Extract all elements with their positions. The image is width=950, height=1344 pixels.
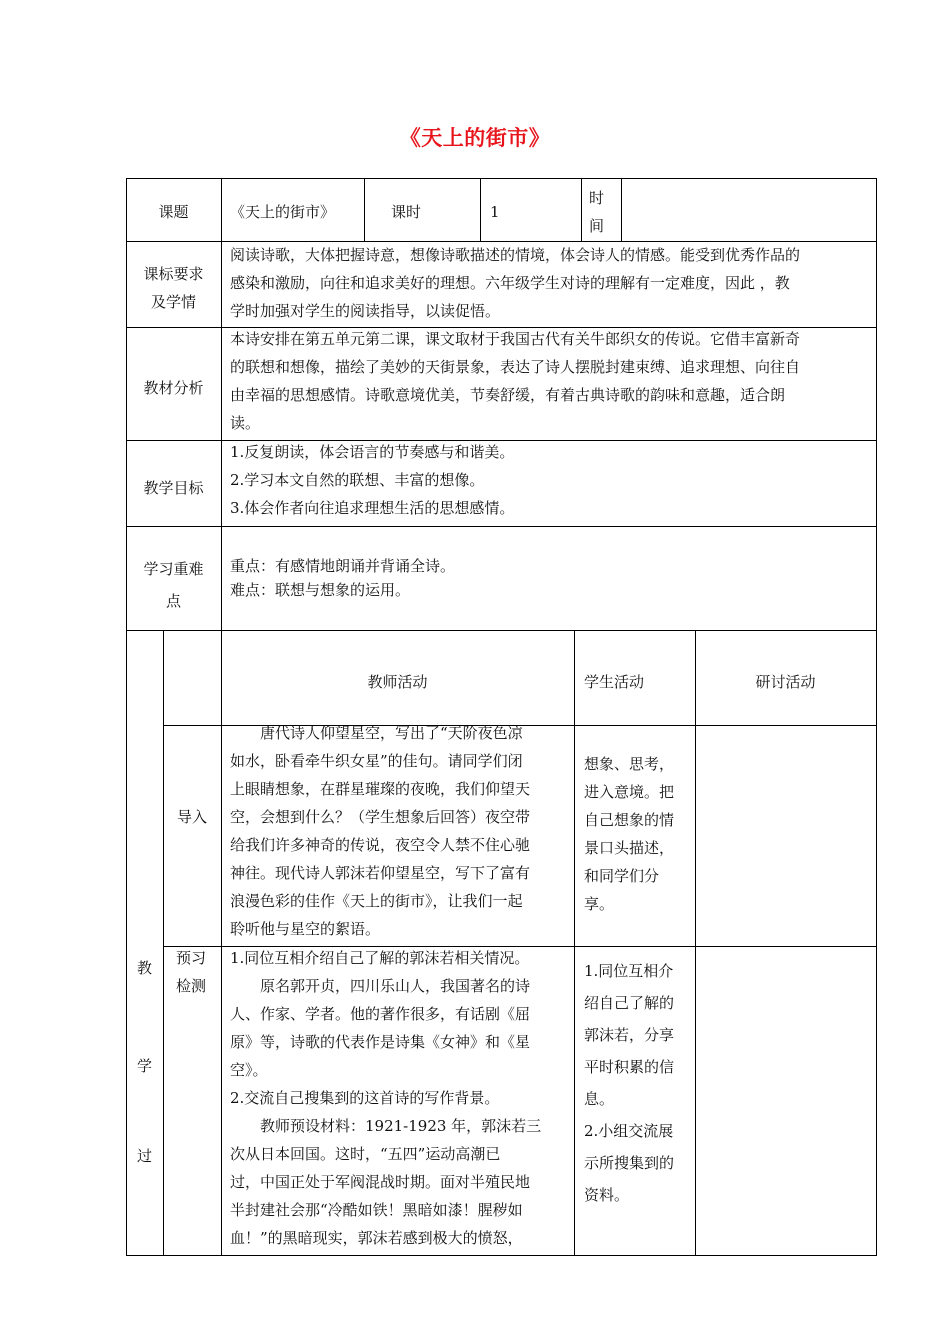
material-text: 本诗安排在第五单元第二课，课文取材于我国古代有关牛郎织女的传说。它借丰富新奇 的联想和想像，描绘了美妙的天街景象，表达了诗人摆脱封建束缚、追求理想、向往自 由幸福的思想感情。诗歌意境优美，节奏舒缓，有着古典诗歌的韵味和意趣，适合朗 读。 bbox=[230, 330, 801, 432]
goals-label: 教学目标 bbox=[143, 479, 204, 497]
intro-student-text: 想象、思考， 进入意境。把 自己想象的情 景口头描述， 和同学们分 享。 bbox=[584, 755, 675, 913]
preview-teacher-text: 1.同位互相介绍自己了解的郭沫若相关情况。 原名郭开贞，四川乐山人，我国著名的诗 人、作家、学者。他的著作很多，有话剧《屈 原》等，诗歌的代表作是诗集《女神》和《星 空》。 2.交流自己搜集到的这首诗的写作背景。 教师预设材料：1921-1923 年，郭沫若三 次从日本回国。这时，“五四”运动高潮已 过，中国正处于军阀混战时期。面对半殖民地 半封建社会那“冷酷如铁！黑暗如漆！腥秽如 血！”的黑暗现实，郭沫若感到极大的愤怒， bbox=[230, 949, 542, 1247]
topic-label: 课题 bbox=[158, 203, 189, 221]
teacher-activity-header: 教师活动 bbox=[367, 673, 428, 691]
goals-list bbox=[230, 438, 875, 522]
goal-item: 1.反复朗读，体会语言的节奏感与和谐美。 bbox=[230, 443, 515, 461]
period-value: 1 bbox=[490, 203, 500, 221]
focus-point: 重点：有感情地朗诵并背诵全诗。 bbox=[230, 557, 456, 575]
key-points-label: 学习重难 点 bbox=[143, 560, 204, 610]
stage-preview-label: 预习 检测 bbox=[176, 949, 207, 995]
stage-intro-label: 导入 bbox=[176, 808, 207, 826]
material-label: 教材分析 bbox=[143, 379, 204, 397]
document-title: 《天上的街市》 bbox=[399, 126, 551, 150]
period-label: 课时 bbox=[391, 203, 422, 221]
key-points-text bbox=[230, 554, 875, 602]
intro-teacher-text: 唐代诗人仰望星空，写出了“天阶夜色凉 如水，卧看牵牛织女星”的佳句。请同学们闭 上眼睛想象，在群星璀璨的夜晚，我们仰望天 空，会想到什么？（学生想象后回答）夜空带 给我们许多神奇的传说，夜空令人禁不住心驰 神往。现代诗人郭沫若仰望星空，写下了富有 浪漫色彩的佳作《天上的街市》，让我们一起 聆听他与星空的絮语。 bbox=[230, 724, 531, 938]
time-label: 时 间 bbox=[589, 189, 605, 235]
topic-value: 《天上的街市》 bbox=[230, 203, 336, 221]
discussion-activity-header: 研讨活动 bbox=[755, 673, 816, 691]
student-activity-header: 学生活动 bbox=[584, 673, 645, 691]
preview-student-text: 1.同位互相介 绍自己了解的 郭沫若，分享 平时积累的信 息。 2.小组交流展 示所搜集到的 资料。 bbox=[584, 962, 675, 1204]
difficulty-point: 难点：联想与想象的运用。 bbox=[230, 581, 411, 599]
goal-item: 2.学习本文自然的联想、丰富的想像。 bbox=[230, 471, 485, 489]
requirements-text: 阅读诗歌，大体把握诗意，想像诗歌描述的情境，体会诗人的情感。能受到优秀作品的 感染和激励，向往和追求美好的理想。六年级学生对诗的理解有一定难度，因此 ，教 学时加强对学生的阅读指导，以读促悟。 bbox=[230, 246, 801, 320]
requirements-label: 课标要求 及学情 bbox=[143, 265, 204, 311]
goal-item: 3.体会作者向往追求理想生活的思想感情。 bbox=[230, 499, 515, 517]
process-side-label: 教 学 过 bbox=[136, 959, 152, 1165]
